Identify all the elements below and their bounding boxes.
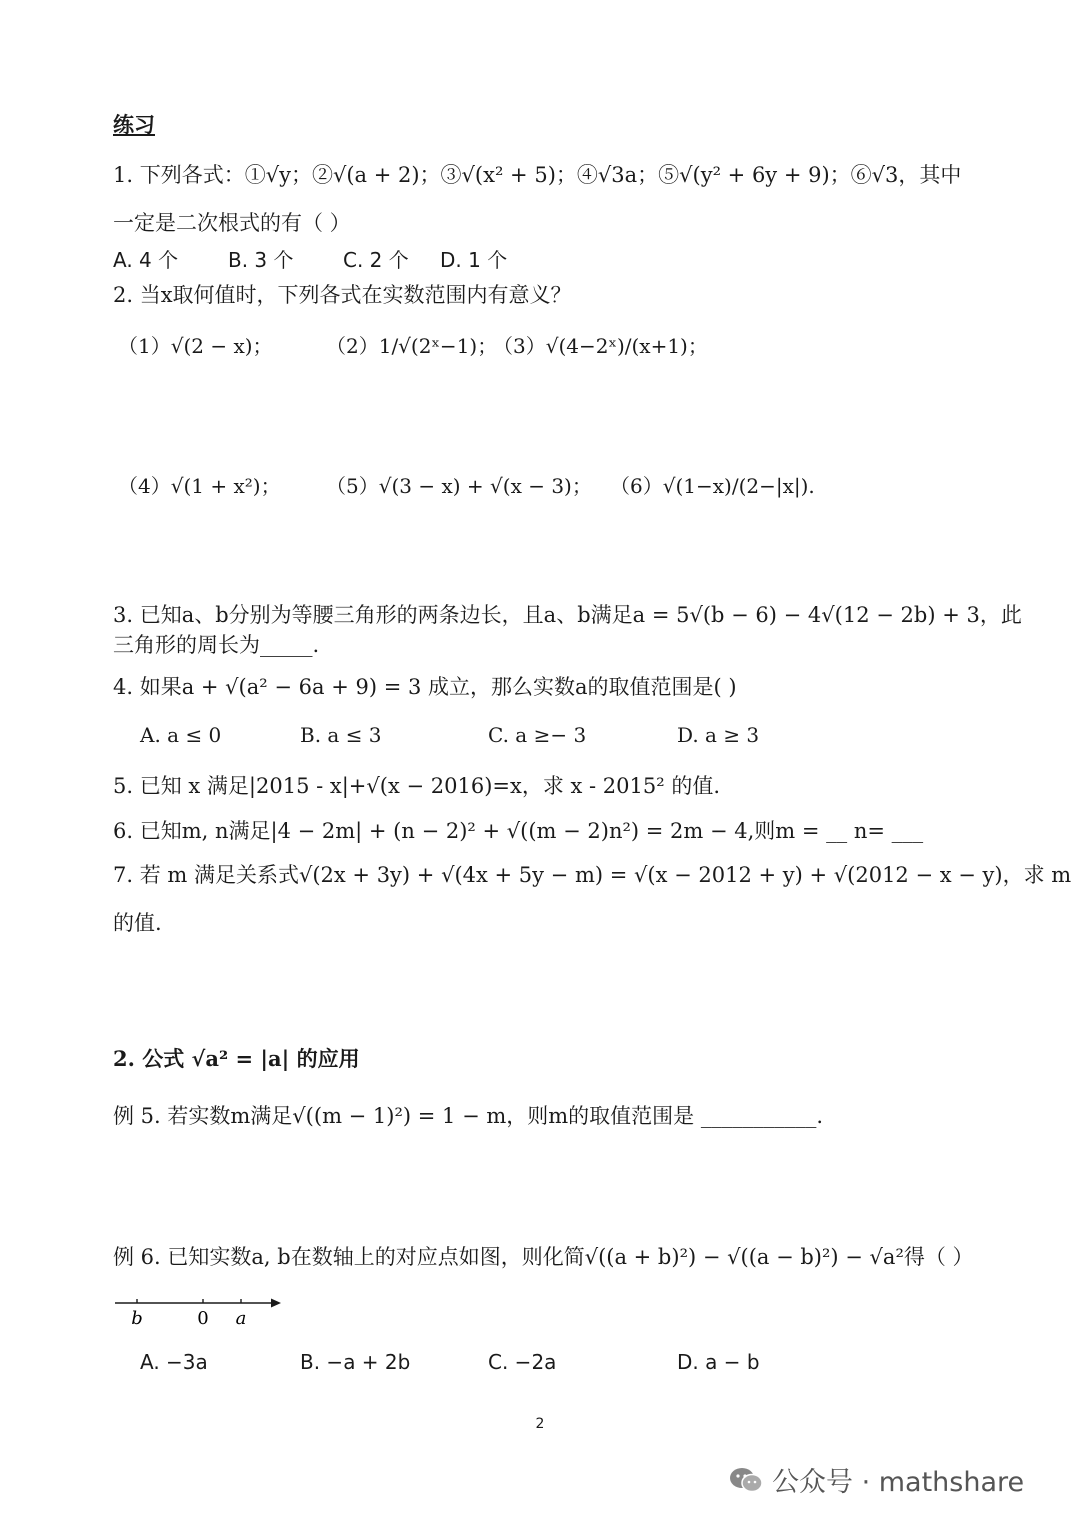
q2-item-6: （6）√(1−x)/(2−|x|). bbox=[610, 474, 815, 498]
example-5: 例 5. 若实数m满足√((m − 1)²) = 1 − m，则m的取值范围是 ___________. bbox=[113, 1104, 824, 1128]
example-6-stem: 例 6. 已知实数a, b在数轴上的对应点如图，则化简√((a + b)²) − √((a − b)²) − √a²得（ ） bbox=[113, 1245, 974, 1269]
label-zero: 0 bbox=[197, 1308, 209, 1329]
ex6-option-b: B. −a + 2b bbox=[300, 1350, 411, 1374]
q2-item-2: （2）1/√(2ˣ−1)； bbox=[326, 334, 498, 358]
q5-text: 5. 已知 x 满足|2015 - x|+√(x − 2016)=x，求 x - 2015² 的值. bbox=[113, 774, 720, 798]
q4-stem: 4. 如果a + √(a² − 6a + 9) = 3 成立，那么实数a的取值范围是( ) bbox=[113, 675, 737, 699]
q1-option-b: B. 3 个 bbox=[228, 248, 294, 272]
q2-item-3: （3）√(4−2ˣ)/(x+1)； bbox=[493, 334, 708, 358]
wechat-icon bbox=[728, 1466, 764, 1494]
q7-line1: 7. 若 m 满足关系式√(2x + 3y) + √(4x + 5y − m) = √(x − 2012 + y) + √(2012 − x − y)，求 m bbox=[113, 863, 1072, 887]
q4-option-b: B. a ≤ 3 bbox=[300, 723, 382, 747]
ex6-option-a: A. −3a bbox=[140, 1350, 208, 1374]
q1-option-d: D. 1 个 bbox=[440, 248, 508, 272]
label-b: b bbox=[131, 1308, 143, 1329]
q6-text: 6. 已知m, n满足|4 − 2m| + (n − 2)² + √((m − 2)n²) = 2m − 4,则m = __ n= ___ bbox=[113, 819, 924, 843]
page-number: 2 bbox=[535, 1416, 545, 1432]
watermark-text: 公众号 · mathshare bbox=[772, 1467, 1025, 1498]
q1-option-c: C. 2 个 bbox=[343, 248, 409, 272]
q4-option-d: D. a ≥ 3 bbox=[677, 723, 760, 747]
watermark bbox=[728, 1460, 1024, 1499]
q3-line1: 3. 已知a、b分别为等腰三角形的两条边长，且a、b满足a = 5√(b − 6) − 4√(12 − 2b) + 3，此 bbox=[113, 603, 1022, 627]
q7-line2: 的值. bbox=[113, 911, 162, 935]
number-line-arrow-icon bbox=[271, 1299, 281, 1308]
q3-line2: 三角形的周长为_____. bbox=[113, 633, 320, 657]
q2-item-1: （1）√(2 − x)； bbox=[118, 334, 273, 358]
section-2-title: 2. 公式 √a² = |a| 的应用 bbox=[113, 1046, 360, 1071]
number-line bbox=[113, 1294, 293, 1334]
q2-item-4: （4）√(1 + x²)； bbox=[118, 474, 281, 498]
q1-line1: 1. 下列各式：①√y；②√(a + 2)；③√(x² + 5)；④√3a；⑤√(y² + 6y + 9)；⑥√3，其中 bbox=[113, 163, 962, 187]
q4-option-a: A. a ≤ 0 bbox=[140, 723, 222, 747]
q2-stem: 2. 当x取何值时，下列各式在实数范围内有意义？ bbox=[113, 283, 572, 307]
label-a: a bbox=[235, 1308, 247, 1329]
q1-line2: 一定是二次根式的有（ ） bbox=[113, 211, 351, 235]
q2-item-5: （5）√(3 − x) + √(x − 3)； bbox=[326, 474, 592, 498]
q4-option-c: C. a ≥− 3 bbox=[488, 723, 587, 747]
q1-option-a: A. 4 个 bbox=[113, 248, 179, 272]
ex6-option-c: C. −2a bbox=[488, 1350, 557, 1374]
ex6-option-d: D. a − b bbox=[677, 1350, 760, 1374]
section-heading: 练习 bbox=[113, 112, 155, 137]
